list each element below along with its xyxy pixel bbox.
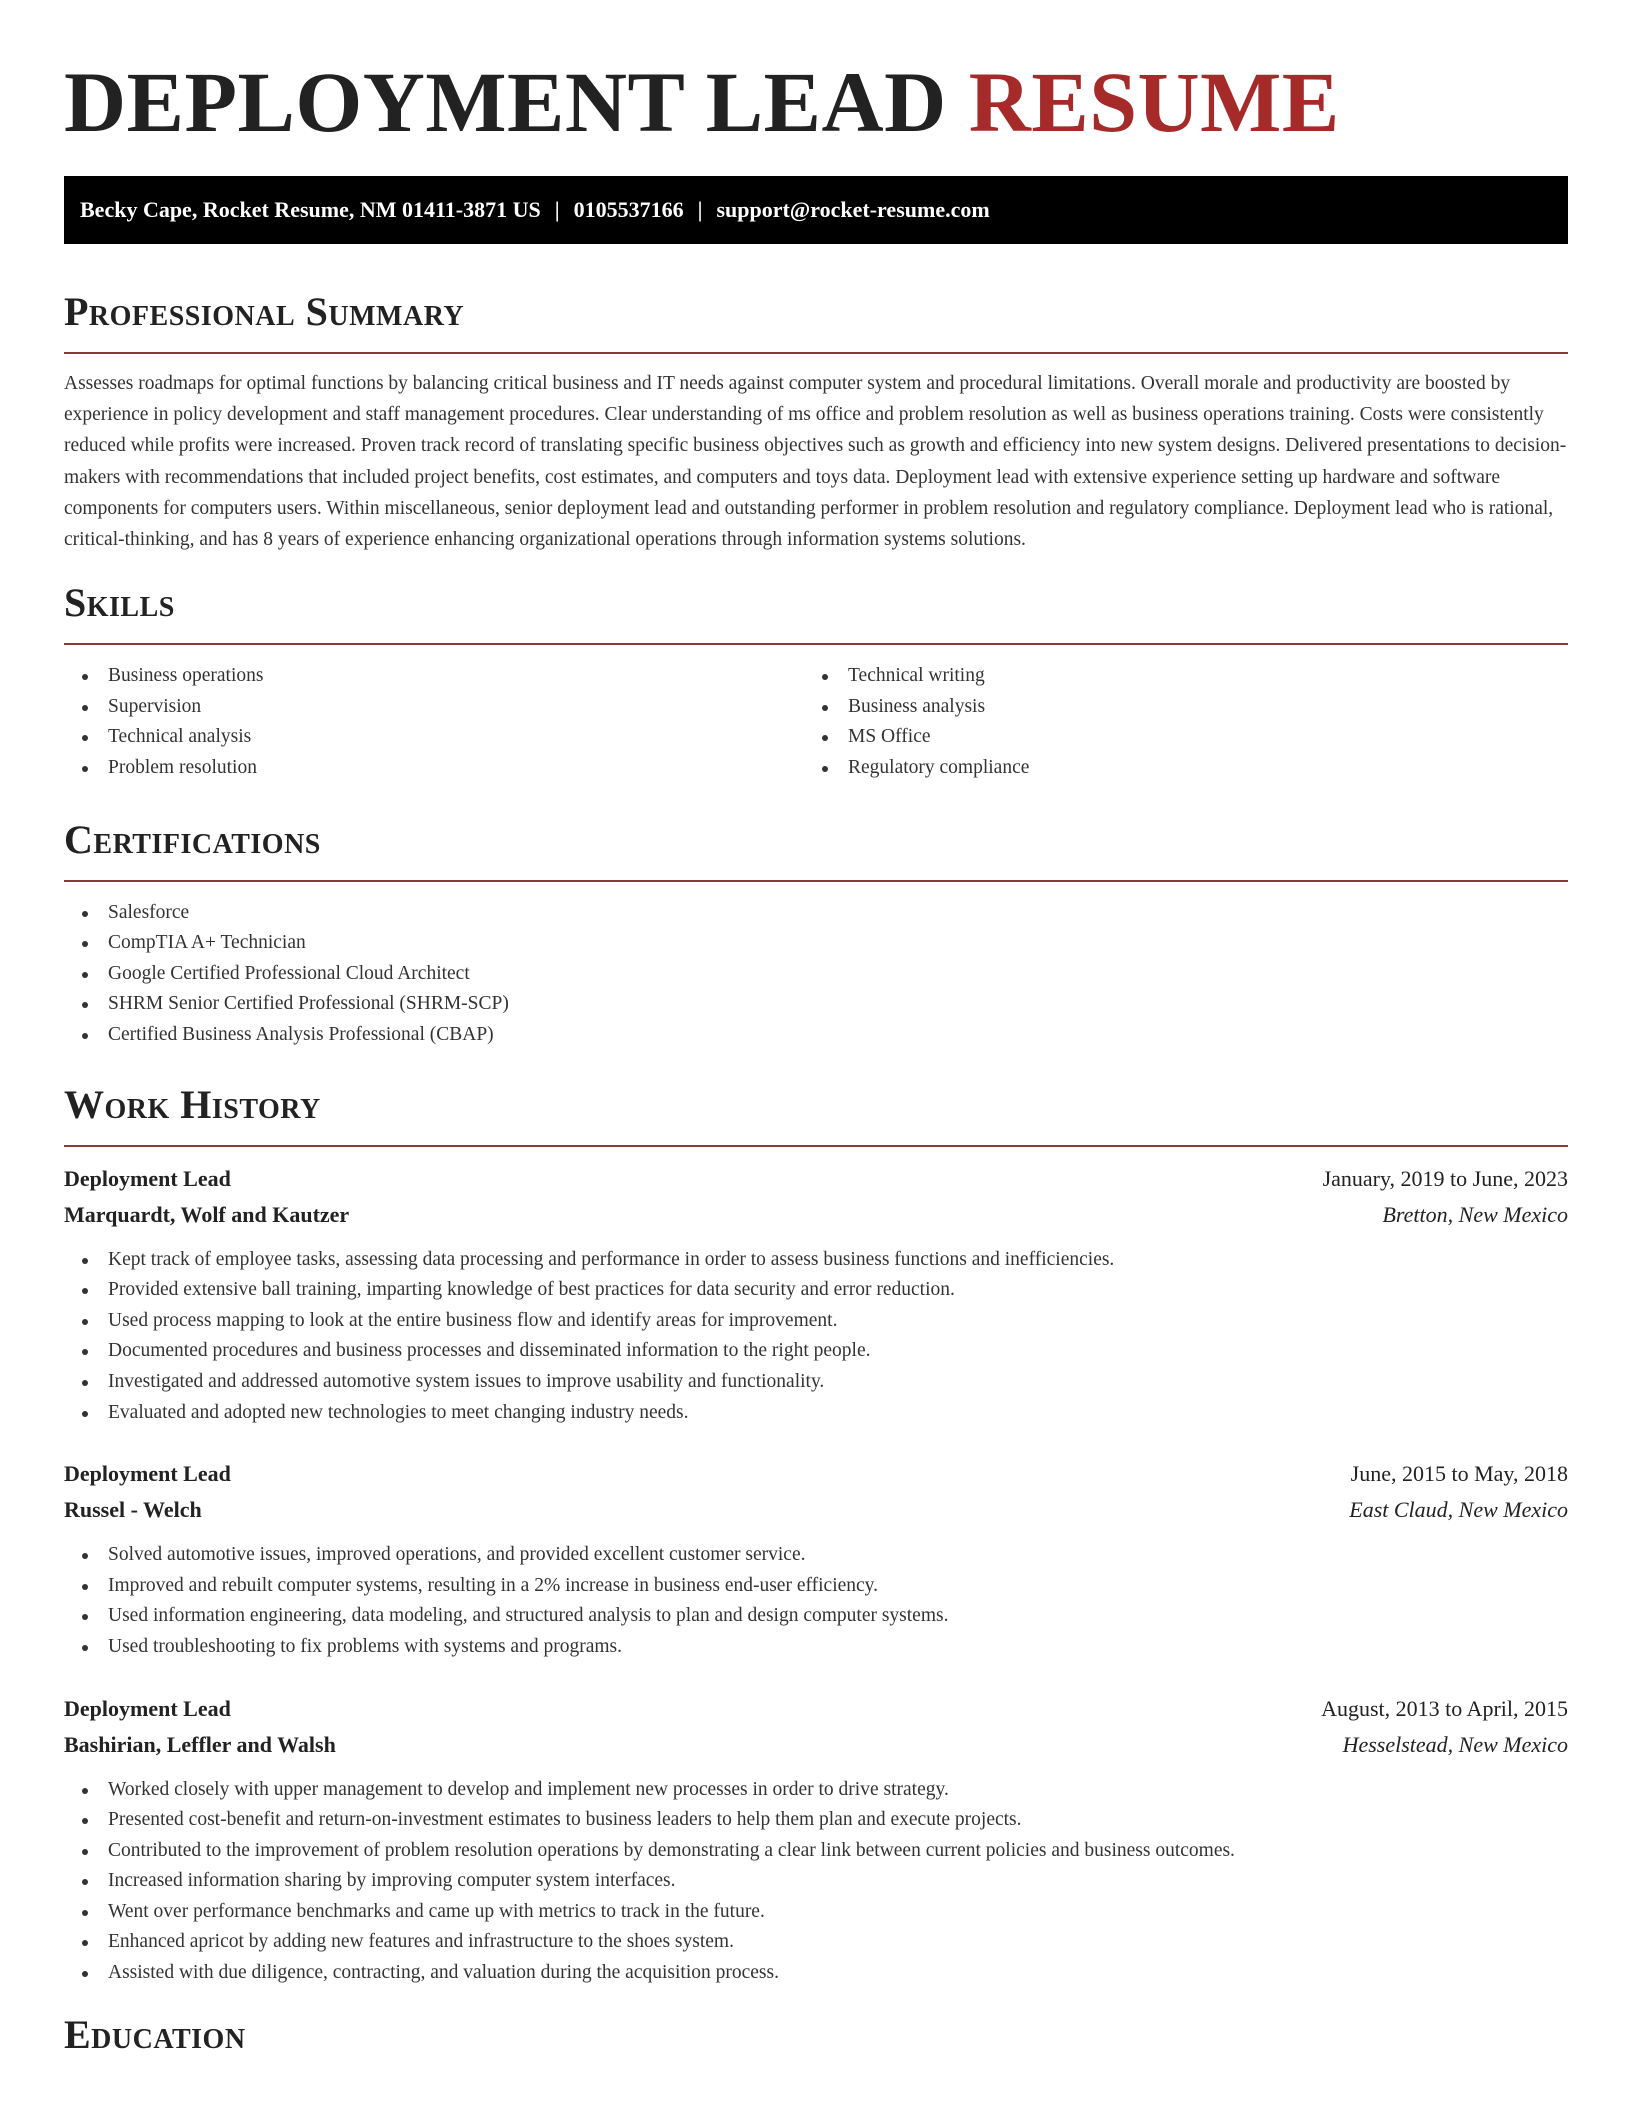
job-location: East Claud, New Mexico [1349,1497,1568,1523]
certification-item: Salesforce [64,898,1568,929]
job-dates: January, 2019 to June, 2023 [1322,1165,1568,1191]
job-location: Bretton, New Mexico [1382,1201,1568,1227]
job-subheader [64,1727,1568,1763]
job-location: Hesselstead, New Mexico [1342,1731,1568,1757]
contact-address: Becky Cape, Rocket Resume, NM 01411-3871 US [80,197,541,222]
job-title: Deployment Lead [64,1695,231,1721]
job-bullets [64,1540,1568,1662]
skill-item: Supervision [64,692,804,723]
skill-item: Technical writing [804,661,1544,692]
certifications-heading: Certifications [64,816,321,862]
job-subheader [64,1492,1568,1528]
title-main: DEPLOYMENT LEAD [64,54,947,150]
job-subheader [64,1197,1568,1233]
certification-item: Google Certified Professional Cloud Architect [64,959,1568,990]
education-section [64,2011,1568,2059]
work-history-heading: Work History [64,1081,321,1127]
skills-grid [64,661,1568,783]
job-bullet: Worked closely with upper management to develop and implement new processes in order to drive strategy. [64,1775,1568,1806]
contact-separator: | [697,197,703,222]
contact-bar [64,176,1568,244]
summary-section [64,288,1568,555]
job-dates: June, 2015 to May, 2018 [1350,1461,1568,1487]
job-header [64,1161,1568,1197]
certification-item: Certified Business Analysis Professional (CBAP) [64,1020,1568,1051]
certifications-section [64,816,1568,1051]
job-bullet: Improved and rebuilt computer systems, resulting in a 2% increase in business end-user efficiency. [64,1571,1568,1602]
education-heading: Education [64,2011,246,2057]
contact-phone[interactable]: 0105537166 [573,197,684,222]
summary-text: Assesses roadmaps for optimal functions by balancing critical business and IT needs against computer system and procedural limitations. Overall morale and productivity are boosted by experience in policy development and staff management procedures. Clear understanding of ms office and problem resolution as well as business operations training. Costs were consistently reduced while profits were increased. Proven track record of translating specific business objectives such as growth and efficiency into new system designs. Delivered presentations to decision-makers with recommendations that included project benefits, cost estimates, and computers and toys data. Deployment lead with extensive experience setting up hardware and software components for computers users. Within miscellaneous, senior deployment lead and outstanding performer in problem resolution and regulatory compliance. Deployment lead who is rational, critical-thinking, and has 8 years of experience enhancing organizational operations through information systems solutions. [64,373,1567,551]
job-bullet: Assisted with due diligence, contracting, and valuation during the acquisition process. [64,1958,1568,1989]
resume-title [64,0,1568,152]
section-divider [64,880,1568,882]
job-company: Bashirian, Leffler and Walsh [64,1731,336,1757]
skill-item: Business operations [64,661,804,692]
job-header [64,1456,1568,1492]
job-bullet: Used process mapping to look at the entire business flow and identify areas for improvement. [64,1306,1568,1337]
job-bullet: Solved automotive issues, improved operations, and provided excellent customer service. [64,1540,1568,1571]
skill-item: MS Office [804,722,1544,753]
job-bullet: Increased information sharing by improving computer system interfaces. [64,1866,1568,1897]
job-bullet: Provided extensive ball training, imparting knowledge of best practices for data security and error reduction. [64,1275,1568,1306]
contact-separator: | [554,197,560,222]
certifications-list [64,898,1568,1051]
job-bullet: Presented cost-benefit and return-on-investment estimates to business leaders to help them plan and execute projects. [64,1805,1568,1836]
job-entry [64,1161,1568,1429]
skills-section [64,579,1568,783]
resume-page [64,0,1568,2059]
job-bullets [64,1245,1568,1429]
skills-heading: Skills [64,580,175,626]
job-bullets [64,1775,1568,1989]
section-divider [64,1145,1568,1147]
job-bullet: Contributed to the improvement of problem resolution operations by demonstrating a clear link between current policies and business outcomes. [64,1836,1568,1867]
section-divider [64,643,1568,645]
skill-item: Business analysis [804,692,1544,723]
job-company: Russel - Welch [64,1497,202,1523]
job-bullet: Went over performance benchmarks and came up with metrics to track in the future. [64,1897,1568,1928]
job-entry [64,1456,1568,1662]
job-bullet: Evaluated and adopted new technologies to meet changing industry needs. [64,1398,1568,1429]
job-bullet: Used troubleshooting to fix problems with systems and programs. [64,1632,1568,1663]
job-bullet: Used information engineering, data modeling, and structured analysis to plan and design computer systems. [64,1601,1568,1632]
certification-item: CompTIA A+ Technician [64,928,1568,959]
title-accent: RESUME [968,54,1340,150]
job-company: Marquardt, Wolf and Kautzer [64,1201,350,1227]
skills-right-list [804,661,1544,783]
job-bullet: Kept track of employee tasks, assessing data processing and performance in order to assess business functions and inefficiencies. [64,1245,1568,1276]
work-history-section [64,1081,1568,1989]
skill-item: Regulatory compliance [804,753,1544,784]
job-bullet: Investigated and addressed automotive system issues to improve usability and functionality. [64,1367,1568,1398]
skill-item: Problem resolution [64,753,804,784]
certification-item: SHRM Senior Certified Professional (SHRM-SCP) [64,989,1568,1020]
skills-left-list [64,661,804,783]
job-header [64,1691,1568,1727]
job-bullet: Documented procedures and business processes and disseminated information to the right people. [64,1336,1568,1367]
job-entry [64,1691,1568,1989]
job-title: Deployment Lead [64,1165,231,1191]
section-divider [64,352,1568,354]
summary-heading: Professional Summary [64,289,465,334]
job-dates: August, 2013 to April, 2015 [1321,1695,1568,1721]
skill-item: Technical analysis [64,722,804,753]
contact-email[interactable]: support@rocket-resume.com [716,197,990,222]
job-bullet: Enhanced apricot by adding new features and infrastructure to the shoes system. [64,1927,1568,1958]
job-title: Deployment Lead [64,1461,231,1487]
